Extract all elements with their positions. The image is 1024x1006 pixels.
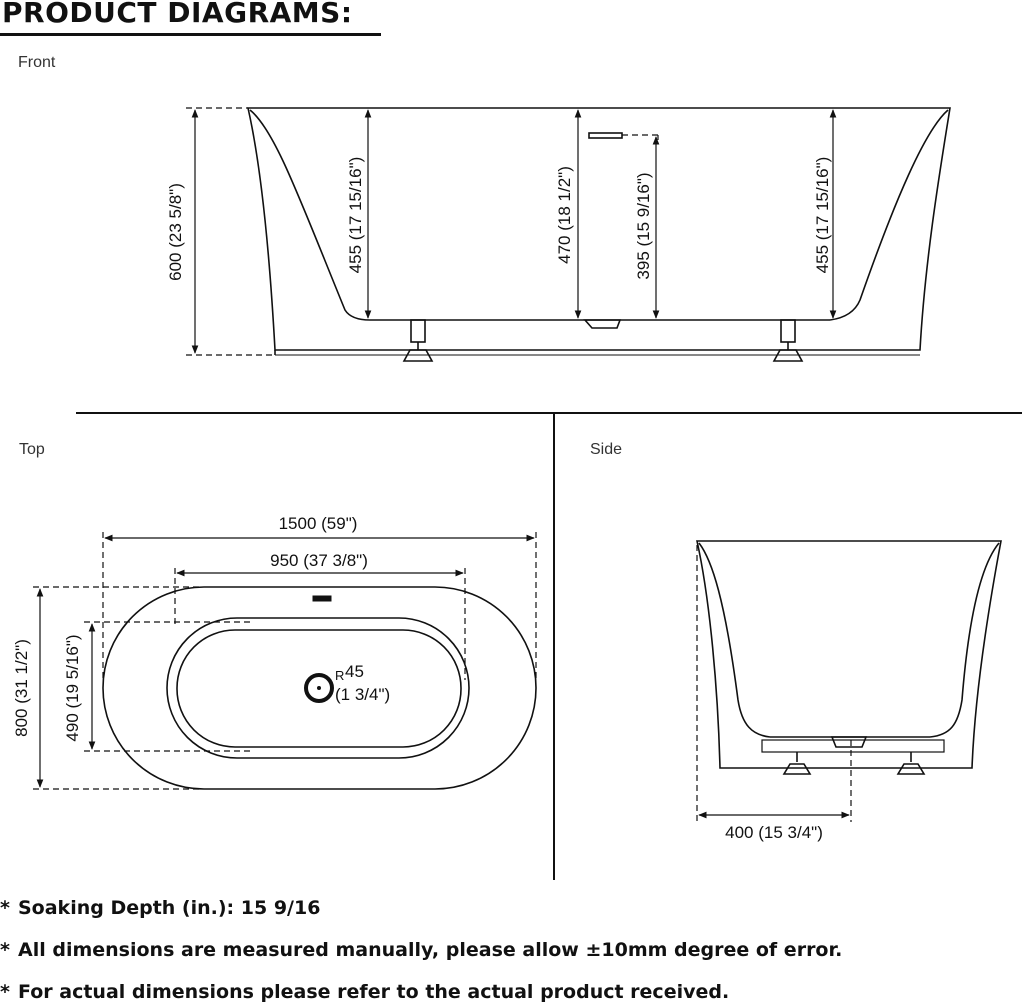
side-view: [697, 541, 1001, 822]
note-bullet: *: [0, 981, 10, 1003]
front-overall-height-label: 600 (23 5/8"): [166, 183, 185, 281]
top-view: [33, 532, 536, 789]
page-title: PRODUCT DIAGRAMS:: [2, 0, 353, 29]
side-right-foot: [898, 752, 924, 774]
side-view-label: Side: [590, 441, 623, 458]
top-width-label: 800 (31 1/2"): [12, 639, 31, 737]
top-drain-radius-in-label: (1 3/4"): [335, 685, 391, 704]
side-base: [762, 740, 944, 752]
top-inner-width-label: 490 (19 5/16"): [63, 634, 82, 742]
top-overflow: [313, 596, 331, 601]
note-bullet: *: [0, 939, 10, 961]
note-text: All dimensions are measured manually, please allow ±10mm degree of error.: [18, 939, 843, 961]
front-overflow: [589, 133, 622, 138]
top-drain-radius-label: 45: [345, 662, 364, 681]
top-inner-length-label: 950 (37 3/8"): [270, 551, 368, 570]
front-view-label: Front: [18, 54, 56, 71]
front-right-inner-label: 455 (17 15/16"): [813, 156, 832, 274]
front-dim-labels: [166, 157, 832, 281]
side-inner-right-wall: [930, 543, 999, 737]
top-drain-center: [317, 686, 321, 690]
note-soaking-depth: [0, 897, 320, 919]
side-inner-left-wall: [699, 543, 770, 737]
front-drain: [585, 320, 620, 328]
side-left-foot: [784, 752, 810, 774]
top-drain-radius-prefix: R: [335, 668, 345, 683]
note-text: For actual dimensions please refer to the actual product received.: [18, 981, 730, 1003]
note-measurement-error: [0, 939, 842, 961]
note-bullet: *: [0, 897, 10, 919]
front-overflow-label: 395 (15 9/16"): [634, 172, 653, 280]
front-inner-right-wall: [830, 110, 948, 320]
note-text: Soaking Depth (in.): 15 9/16: [18, 897, 321, 919]
top-length-label: 1500 (59"): [278, 514, 358, 533]
side-tub-outline: [697, 541, 1001, 768]
top-view-label: Top: [19, 441, 45, 458]
note-actual-product: [0, 981, 729, 1003]
side-drain-offset-label: 400 (15 3/4"): [725, 823, 823, 842]
side-drain: [832, 737, 866, 747]
front-center-label: 470 (18 1/2"): [555, 166, 574, 264]
front-left-inner-label: 455 (17 15/16"): [346, 156, 365, 274]
